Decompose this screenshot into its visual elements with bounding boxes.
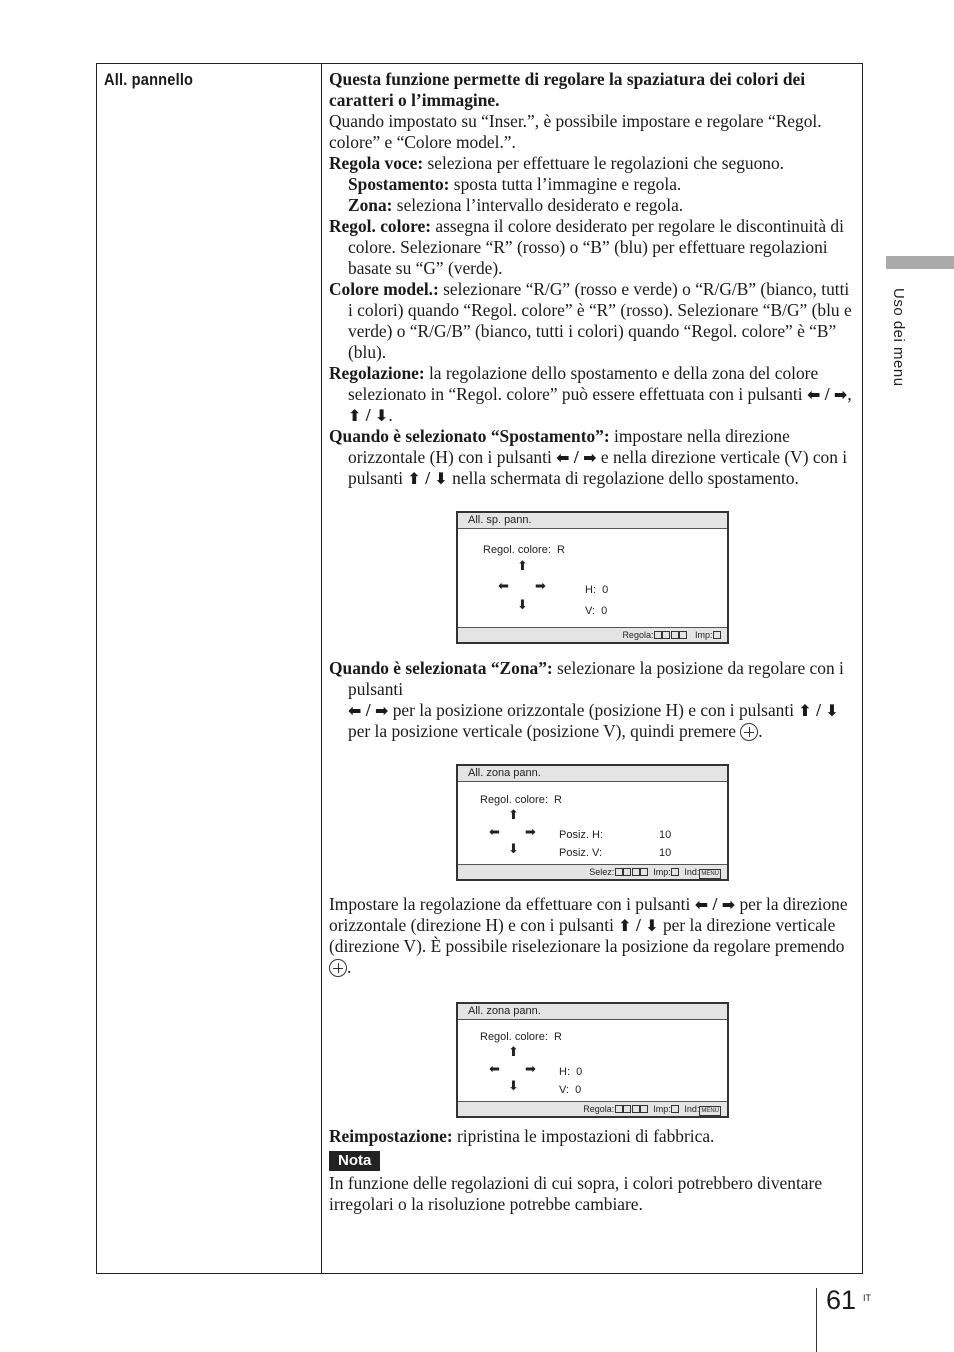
arrow-right-icon: ➡ xyxy=(374,701,389,720)
arrow-left-icon: ⬅ xyxy=(498,579,509,594)
settings-table xyxy=(96,63,863,1274)
row-label: All. pannello xyxy=(104,70,194,89)
description-cell xyxy=(329,69,856,1215)
arrow-left-icon: ⬅ xyxy=(694,895,709,914)
page-language: IT xyxy=(863,1293,871,1303)
screen-statusbar xyxy=(458,864,727,879)
arrow-right-icon: ➡ xyxy=(721,895,736,914)
regol-colore-label: Regol. colore: R xyxy=(480,1031,562,1043)
screen-zona-adjust xyxy=(456,1002,729,1118)
regol-colore-item: Regol. colore: assegna il colore desiderato per regolare le discontinuità di colore. Selezionare “R” (rosso) o “B” (blu) per effettuare regolazioni basate su “G” (verde). xyxy=(329,216,844,278)
arrow-down-icon: ⬇ xyxy=(508,1079,519,1094)
arrow-up-icon: ⬆ xyxy=(508,808,519,823)
arrow-up-icon: ⬆ xyxy=(618,916,632,935)
page-number: 61 xyxy=(826,1285,857,1315)
regola-voce-item: Regola voce: seleziona per effettuare le regolazioni che seguono. xyxy=(329,153,785,173)
screen-spostamento xyxy=(456,511,729,644)
arrow-up-icon: ⬆ xyxy=(348,406,362,425)
status-selez-label: Selez: xyxy=(589,867,615,877)
regolazione-item: Regolazione: la regolazione dello spostamento e della zona del colore selezionato in “Regol. colore” può essere effettuata con i pulsanti ⬅ / ➡, ⬆ / ⬇. xyxy=(329,363,852,425)
regol-colore-label: Regol. colore: R xyxy=(480,794,562,806)
enter-button-icon xyxy=(740,723,758,741)
posiz-v-label: Posiz. V: xyxy=(559,847,602,859)
menu-key-icon: MENU xyxy=(701,871,719,877)
screen-zona xyxy=(456,764,729,881)
h-value: H: 0 xyxy=(585,584,609,596)
arrow-right-icon: ➡ xyxy=(583,448,597,467)
menu-key-icon: MENU xyxy=(701,1108,719,1114)
arrow-down-icon: ⬇ xyxy=(434,469,448,488)
arrow-left-icon: ⬅ xyxy=(489,825,500,840)
arrow-left-icon: ⬅ xyxy=(489,1062,500,1077)
arrow-up-icon: ⬆ xyxy=(798,701,812,720)
screen-title: All. zona pann. xyxy=(458,766,727,782)
intro-text: Quando impostato su “Inser.”, è possibile impostare e regolare “Regol. colore” e “Colore model.”. xyxy=(329,111,822,152)
posiz-h-label: Posiz. H: xyxy=(559,829,604,841)
posiz-v-value: 10 xyxy=(659,847,672,859)
status-regola-label: Regola: xyxy=(622,630,654,640)
status-imp-label: Imp: xyxy=(694,630,713,640)
status-imp-label: Imp: xyxy=(653,867,671,877)
arrow-right-icon: ➡ xyxy=(833,385,848,404)
page-number-rule xyxy=(816,1288,817,1352)
status-imp-label: Imp: xyxy=(653,1104,671,1114)
arrow-down-icon: ⬇ xyxy=(508,842,519,857)
colore-model-item: Colore model.: selezionare “R/G” (rosso e verde) o “R/G/B” (bianco, tutti i colori) quando “Regol. colore” è “R” (rosso). Selezionare “B/G” (blu e verde) o “R/G/B” (bianco, tutti i colori) quando “Regol. colore” è “B” (blu). xyxy=(329,279,852,362)
intro-heading: Questa funzione permette di regolare la spaziatura dei colori dei caratteri o l’immagine. xyxy=(329,69,806,110)
posiz-h-value: 10 xyxy=(659,829,672,841)
arrow-down-icon: ⬇ xyxy=(645,916,659,935)
h-value: H: 0 xyxy=(559,1066,583,1078)
arrow-right-icon: ➡ xyxy=(535,579,546,594)
spostamento-item: Spostamento: sposta tutta l’immagine e regola. xyxy=(348,174,682,194)
status-ind-label: Ind: xyxy=(684,867,700,877)
quando-spostamento-item: Quando è selezionato “Spostamento”: impostare nella direzione orizzontale (H) con i pulsanti ⬅ / ➡ e nella direzione verticale (V) con i pulsanti ⬆ / ⬇ nella schermata di regolazione dello spostamento. xyxy=(329,426,848,488)
section-tab-marker xyxy=(886,256,954,269)
column-divider xyxy=(321,64,322,1273)
zona-item: Zona: seleziona l’intervallo desiderato e regola. xyxy=(348,195,684,215)
arrow-up-icon: ⬆ xyxy=(508,1045,519,1060)
impostare-paragraph: Impostare la regolazione da effettuare con i pulsanti ⬅ / ➡ per la direzione orizzontale (direzione H) e con i pulsanti ⬆ / ⬇ per la direzione verticale (direzione V). È possibile riselezionare la posizione da regolare premendo . xyxy=(329,894,848,977)
arrow-up-icon: ⬆ xyxy=(517,559,528,574)
quando-zona-item: Quando è selezionata “Zona”: selezionare la posizione da regolare con i pulsanti ⬅ / ➡ per la posizione orizzontale (posizione H) e con i pulsanti ⬆ / ⬇ per la posizione verticale (posizione V), quindi premere . xyxy=(329,658,844,741)
screen-statusbar xyxy=(458,627,727,642)
enter-button-icon xyxy=(329,959,347,977)
status-ind-label: Ind: xyxy=(684,1104,700,1114)
arrow-right-icon: ➡ xyxy=(525,1062,536,1077)
reimpostazione-item: Reimpostazione: ripristina le impostazioni di fabbrica. xyxy=(329,1126,715,1146)
arrow-left-icon: ⬅ xyxy=(556,448,570,467)
regol-colore-label: Regol. colore: R xyxy=(483,544,565,556)
arrow-left-icon: ⬅ xyxy=(806,385,821,404)
arrow-down-icon: ⬇ xyxy=(825,701,839,720)
section-tab-label: Uso dei menu xyxy=(890,288,907,387)
arrow-down-icon: ⬇ xyxy=(517,598,528,613)
screen-title: All. zona pann. xyxy=(458,1004,727,1020)
v-value: V: 0 xyxy=(559,1084,582,1096)
screen-statusbar xyxy=(458,1101,727,1116)
arrow-right-icon: ➡ xyxy=(525,825,536,840)
arrow-up-icon: ⬆ xyxy=(407,469,421,488)
arrow-down-icon: ⬇ xyxy=(374,406,389,425)
v-value: V: 0 xyxy=(585,605,608,617)
arrow-left-icon: ⬅ xyxy=(348,701,362,720)
screen-title: All. sp. pann. xyxy=(458,513,727,529)
status-regola-label: Regola: xyxy=(583,1104,615,1114)
nota-text: In funzione delle regolazioni di cui sopra, i colori potrebbero diventare irregolari o la risoluzione potrebbe cambiare. xyxy=(329,1173,823,1214)
nota-badge: Nota xyxy=(329,1151,380,1171)
